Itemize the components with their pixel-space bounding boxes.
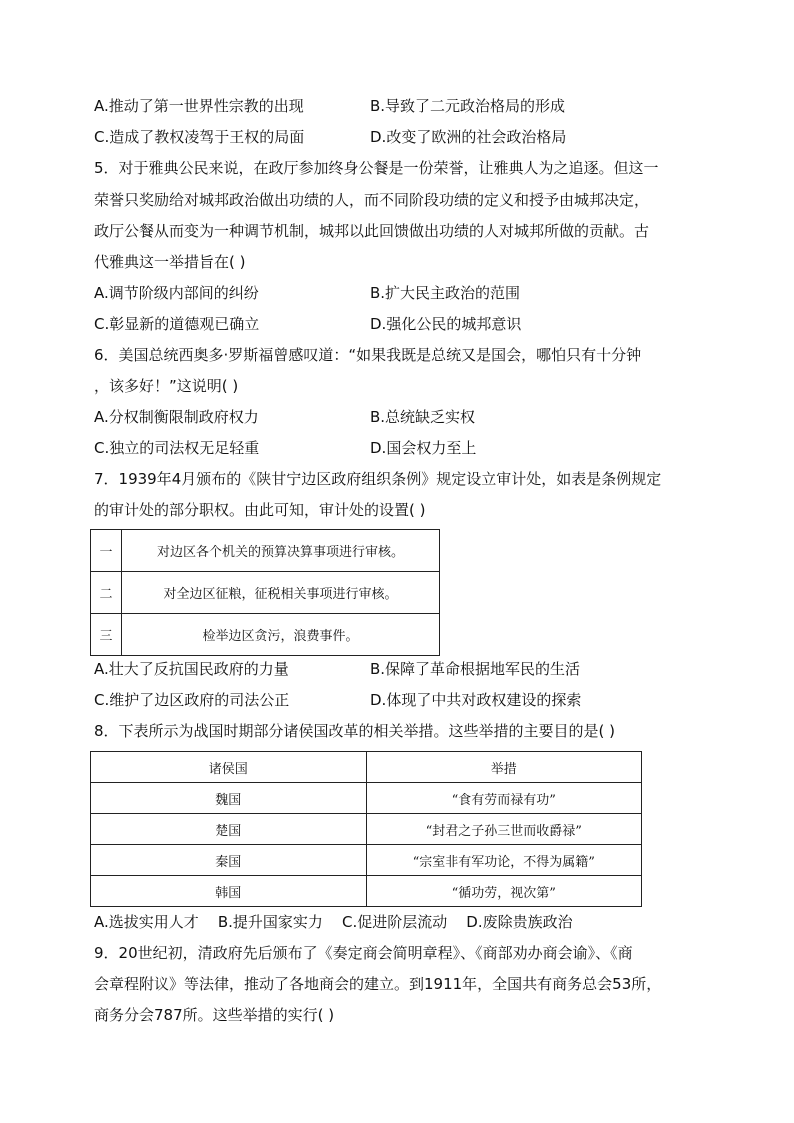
q8-table-measure: “宗室非有军功论，不得为属籍” xyxy=(366,845,642,876)
q7-option-a: A.壮大了反抗国民政府的力量 xyxy=(94,660,289,678)
q6-option-d: D.国会权力至上 xyxy=(370,439,477,457)
q8-table-measure: “食有劳而禄有功” xyxy=(366,783,642,814)
table-row xyxy=(91,572,440,614)
q7-option-b: B.保障了革命根据地军民的生活 xyxy=(370,660,581,678)
q4-option-a: A.推动了第一世界性宗教的出现 xyxy=(94,97,304,115)
q4-option-d: D.改变了欧洲的社会政治格局 xyxy=(370,128,567,146)
q5-stem-line: 荣誉只奖励给对城邦政治做出功绩的人，而不同阶段功绩的定义和授予由城邦决定， xyxy=(94,191,650,209)
q4-option-b: B.导致了二元政治格局的形成 xyxy=(370,97,566,115)
q5-option-b: B.扩大民主政治的范围 xyxy=(370,284,521,302)
q5-stem-line: 代雅典这一举措旨在( ) xyxy=(94,253,246,271)
q6-stem-line: 6．美国总统西奥多·罗斯福曾感叹道：“如果我既是总统又是国会，哪怕只有十分钟 xyxy=(94,346,642,364)
table-row xyxy=(91,814,642,845)
q6-stem-line: ，该多好！”这说明( ) xyxy=(94,377,239,395)
q8-table-state: 楚国 xyxy=(91,814,367,845)
q7-table-text: 对全边区征粮，征税相关事项进行审核。 xyxy=(122,572,440,614)
q5-option-d: D.强化公民的城邦意识 xyxy=(370,315,522,333)
q6-option-c: C.独立的司法权无足轻重 xyxy=(94,439,260,457)
q5-option-a: A.调节阶级内部间的纠纷 xyxy=(94,284,259,302)
q9-stem-line: 9．20世纪初，清政府先后颁布了《奏定商会简明章程》、《商部劝办商会谕》、《商 xyxy=(94,944,633,962)
table-header-row xyxy=(91,752,642,783)
q8-table xyxy=(90,751,642,907)
q8-table-state: 秦国 xyxy=(91,845,367,876)
q5-stem-line: 政厅公餐从而变为一种调节机制，城邦以此回馈做出功绩的人对城邦所做的贡献。古 xyxy=(94,222,650,240)
q6-option-b: B.总统缺乏实权 xyxy=(370,408,476,426)
q7-table-num: 一 xyxy=(91,530,122,572)
q8-table-header: 诸侯国 xyxy=(91,752,367,783)
q6-option-a: A.分权制衡限制政府权力 xyxy=(94,408,259,426)
table-row xyxy=(91,845,642,876)
q8-options: A.选拔实用人才 B.提升国家实力 C.促进阶层流动 D.废除贵族政治 xyxy=(94,913,573,931)
q8-table-state: 魏国 xyxy=(91,783,367,814)
q8-table-measure: “循功劳，视次第” xyxy=(366,876,642,907)
q8-stem-line: 8．下表所示为战国时期部分诸侯国改革的相关举措。这些举措的主要目的是( ) xyxy=(94,722,616,740)
table-row xyxy=(91,530,440,572)
table-row xyxy=(91,783,642,814)
q4-option-c: C.造成了教权凌驾于王权的局面 xyxy=(94,128,305,146)
q7-stem-line: 7．1939年4月颁布的《陕甘宁边区政府组织条例》规定设立审计处，如表是条例规定 xyxy=(94,470,662,488)
q7-table-text: 对边区各个机关的预算决算事项进行审核。 xyxy=(122,530,440,572)
q7-table-text: 检举边区贪污，浪费事件。 xyxy=(122,614,440,656)
q7-option-c: C.维护了边区政府的司法公正 xyxy=(94,691,290,709)
table-row xyxy=(91,614,440,656)
q7-option-d: D.体现了中共对政权建设的探索 xyxy=(370,691,582,709)
q9-stem-line: 会章程附议》等法律，推动了各地商会的建立。到1911年，全国共有商务总会53所， xyxy=(94,975,662,993)
q9-stem-line: 商务分会787所。这些举措的实行( ) xyxy=(94,1006,335,1024)
q5-option-c: C.彰显新的道德观已确立 xyxy=(94,315,260,333)
table-row xyxy=(91,876,642,907)
q7-stem-line: 的审计处的部分职权。由此可知，审计处的设置( ) xyxy=(94,501,426,519)
q7-table-num: 三 xyxy=(91,614,122,656)
q8-table-measure: “封君之子孙三世而收爵禄” xyxy=(366,814,642,845)
q7-table-num: 二 xyxy=(91,572,122,614)
q8-table-state: 韩国 xyxy=(91,876,367,907)
q7-table xyxy=(90,529,440,656)
q8-table-header: 举措 xyxy=(366,752,642,783)
q5-stem-line: 5．对于雅典公民来说，在政厅参加终身公餐是一份荣誉，让雅典人为之追逐。但这一 xyxy=(94,159,659,177)
